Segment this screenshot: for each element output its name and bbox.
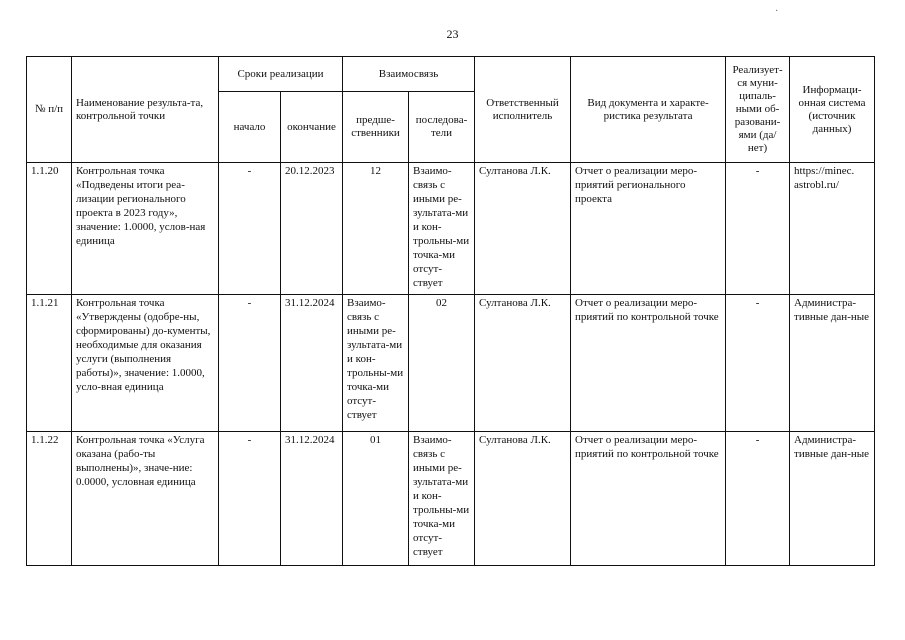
row-info: Администра-тивные дан-ные <box>790 295 875 432</box>
row-name: Контрольная точка «Подведены итоги реа-лизации регионального проекта в 2023 году», значение: 1.0000, услов-ная единица <box>72 163 219 295</box>
header-relation: Взаимосвязь <box>343 57 475 92</box>
header-start: начало <box>219 92 281 163</box>
header-name: Наименование результа-та, контрольной точки <box>72 57 219 163</box>
header-succ: последова-тели <box>409 92 475 163</box>
row-pred: 12 <box>343 163 409 295</box>
row-start: - <box>219 163 281 295</box>
table-row <box>27 163 875 295</box>
header-info: Информаци-онная система (источник данных) <box>790 57 875 163</box>
row-name: Контрольная точка «Утверждены (одобре-ны, сформированы) до-кументы, необходимые для оказания услуги (выполнения работы)», значение: 1.0000, усло-вная единица <box>72 295 219 432</box>
header-end: окончание <box>281 92 343 163</box>
row-start: - <box>219 432 281 566</box>
row-responsible: Султанова Л.К. <box>475 163 571 295</box>
row-doc-type: Отчет о реализации меро-приятий по контрольной точке <box>571 432 726 566</box>
header-responsible: Ответственный исполнитель <box>475 57 571 163</box>
row-end: 31.12.2024 <box>281 432 343 566</box>
top-mark: · <box>775 6 779 17</box>
table-header <box>27 57 875 163</box>
row-responsible: Султанова Л.К. <box>475 432 571 566</box>
row-num: 1.1.21 <box>27 295 72 432</box>
row-info: Администра-тивные дан-ные <box>790 432 875 566</box>
row-info: https://minec. astrobl.ru/ <box>790 163 875 295</box>
row-responsible: Султанова Л.К. <box>475 295 571 432</box>
header-doc-type: Вид документа и характе-ристика результата <box>571 57 726 163</box>
row-pred: 01 <box>343 432 409 566</box>
row-succ: 02 <box>409 295 475 432</box>
control-points-table <box>26 56 875 566</box>
header-pred: предше-ственники <box>343 92 409 163</box>
row-municipal: - <box>726 163 790 295</box>
row-num: 1.1.20 <box>27 163 72 295</box>
row-num: 1.1.22 <box>27 432 72 566</box>
row-succ: Взаимо-связь с иными ре-зультата-ми и кон-трольны-ми точка-ми отсут-ствует <box>409 432 475 566</box>
row-municipal: - <box>726 432 790 566</box>
row-end: 20.12.2023 <box>281 163 343 295</box>
row-municipal: - <box>726 295 790 432</box>
row-doc-type: Отчет о реализации меро-приятий по контрольной точке <box>571 295 726 432</box>
header-num: № п/п <box>27 57 72 163</box>
row-pred: Взаимо-связь с иными ре-зультата-ми и кон-трольны-ми точка-ми отсут-ствует <box>343 295 409 432</box>
table-row <box>27 295 875 432</box>
table-row <box>27 432 875 566</box>
header-municipal: Реализует-ся муни-ципаль-ными об-разовани-ями (да/нет) <box>726 57 790 163</box>
row-start: - <box>219 295 281 432</box>
row-name: Контрольная точка «Услуга оказана (рабо-ты выполнены)», значе-ние: 0.0000, условная единица <box>72 432 219 566</box>
row-succ: Взаимо-связь с иными ре-зультата-ми и кон-трольны-ми точка-ми отсут-ствует <box>409 163 475 295</box>
row-end: 31.12.2024 <box>281 295 343 432</box>
header-terms: Сроки реализации <box>219 57 343 92</box>
page-number: 23 <box>446 27 459 41</box>
row-doc-type: Отчет о реализации меро-приятий регионального проекта <box>571 163 726 295</box>
